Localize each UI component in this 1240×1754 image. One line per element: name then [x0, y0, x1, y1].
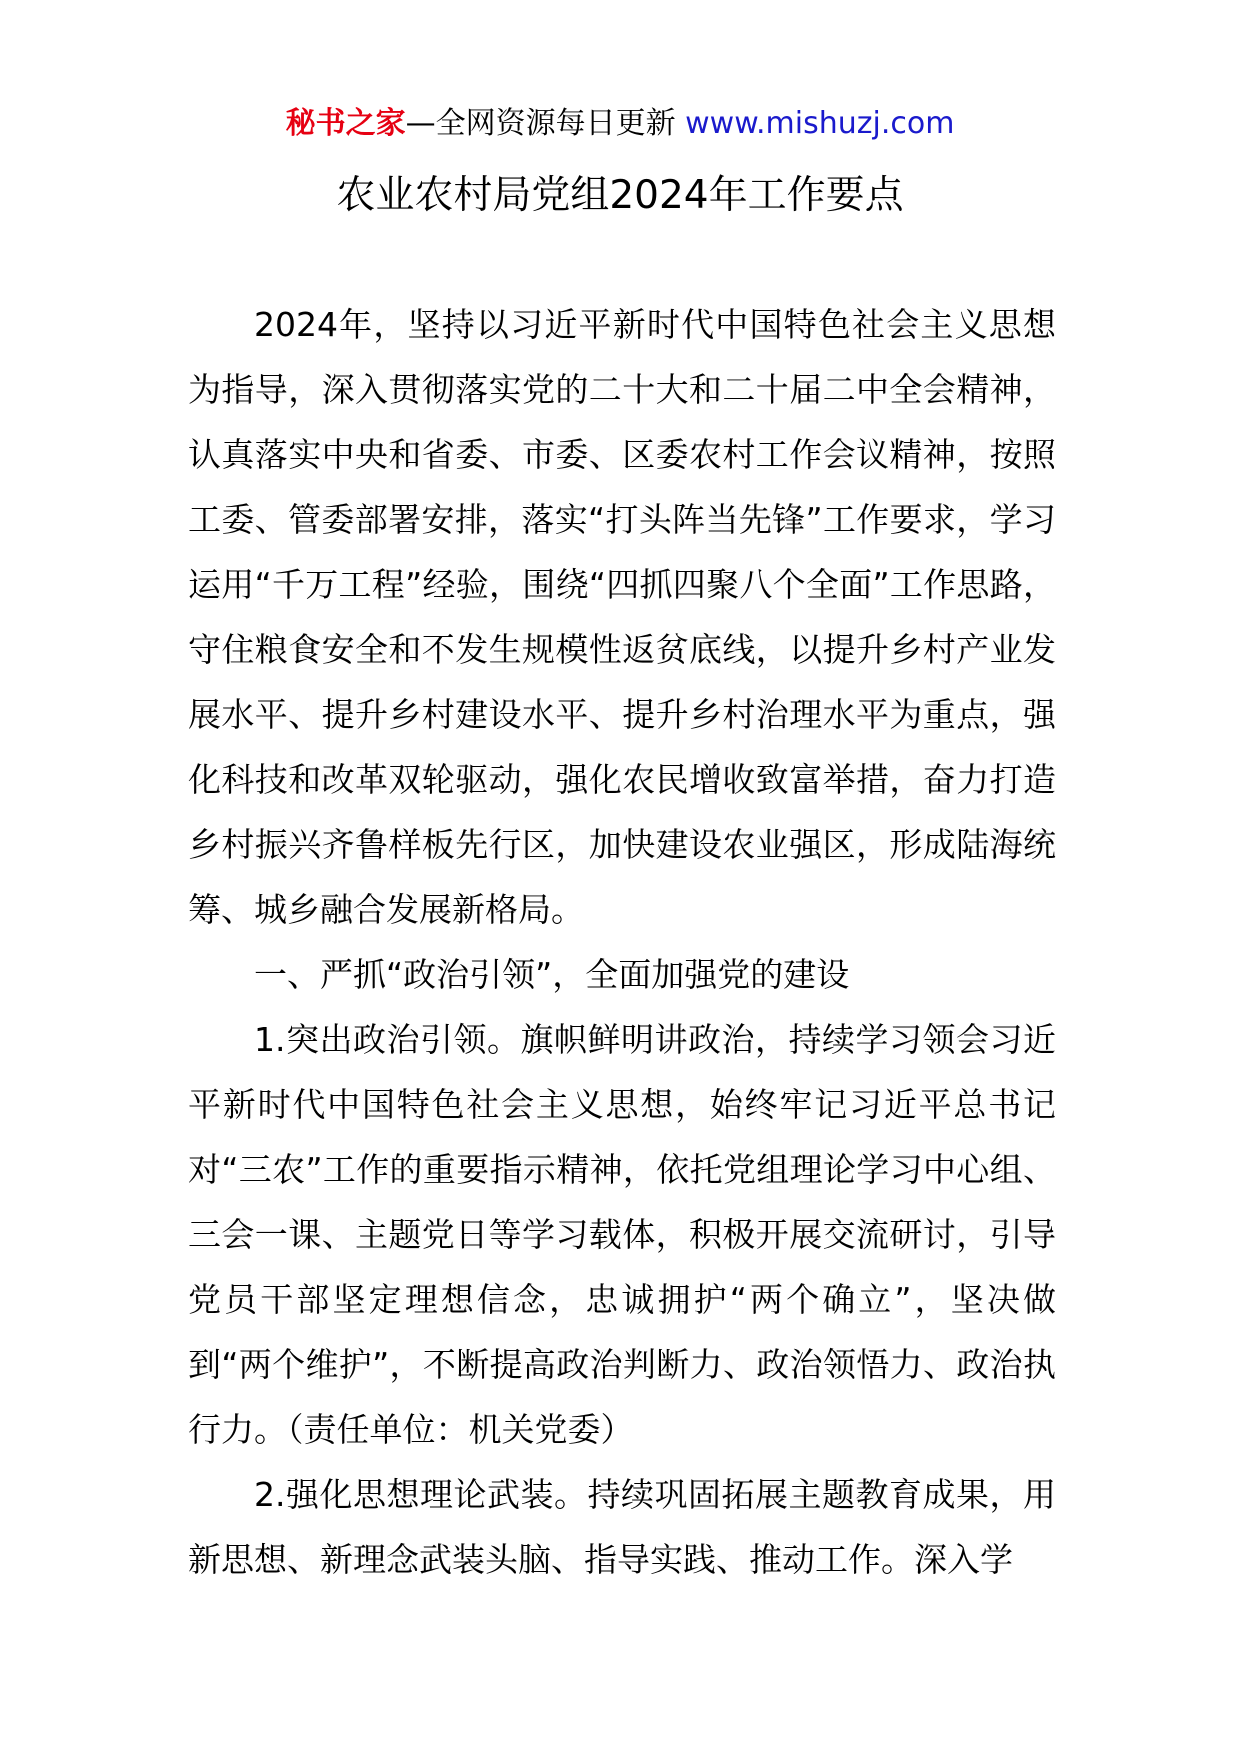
list-item: 1.突出政治引领。旗帜鲜明讲政治，持续学习领会习近平新时代中国特色社会主义思想，始终牢记习近平总书记对“三农”工作的重要指示精神，依托党组理论学习中心组、三会一课、主题党日等学习载体，积极开展交流研讨，引导党员干部坚定理想信念，忠诚拥护“两个确立”，坚决做到“两个维护”，不断提高政治判断力、政治领悟力、政治执行力。（责任单位：机关党委） — [188, 1020, 1056, 1449]
intro-paragraph: 2024年，坚持以习近平新时代中国特色社会主义思想为指导，深入贯彻落实党的二十大和二十届二中全会精神，认真落实中央和省委、市委、区委农村工作会议精神，按照工委、管委部署安排，落实“打头阵当先锋”工作要求，学习运用“千万工程”经验，围绕“四抓四聚八个全面”工作思路，守住粮食安全和不发生规模性返贫底线，以提升乡村产业发展水平、提升乡村建设水平、提升乡村治理水平为重点，强化科技和改革双轮驱动，强化农民增收致富举措，奋力打造乡村振兴齐鲁样板先行区，加快建设农业强区，形成陆海统筹、城乡融合发展新格局。 — [188, 305, 1056, 929]
page-title: 农业农村局党组2024年工作要点 — [336, 173, 904, 218]
banner-url[interactable]: www.mishuzj.com — [685, 106, 955, 141]
banner-tagline: —全网资源每日更新 — [405, 106, 676, 141]
list-item: 2.强化思想理论武装。持续巩固拓展主题教育成果，用新思想、新理念武装头脑、指导实践、推动工作。深入学 — [188, 1475, 1056, 1579]
site-banner — [0, 104, 1240, 144]
section-heading: 一、严抓“政治引领”，全面加强党的建设 — [254, 955, 850, 994]
brand-name: 秘书之家 — [285, 106, 406, 141]
document-body — [188, 292, 1056, 1592]
